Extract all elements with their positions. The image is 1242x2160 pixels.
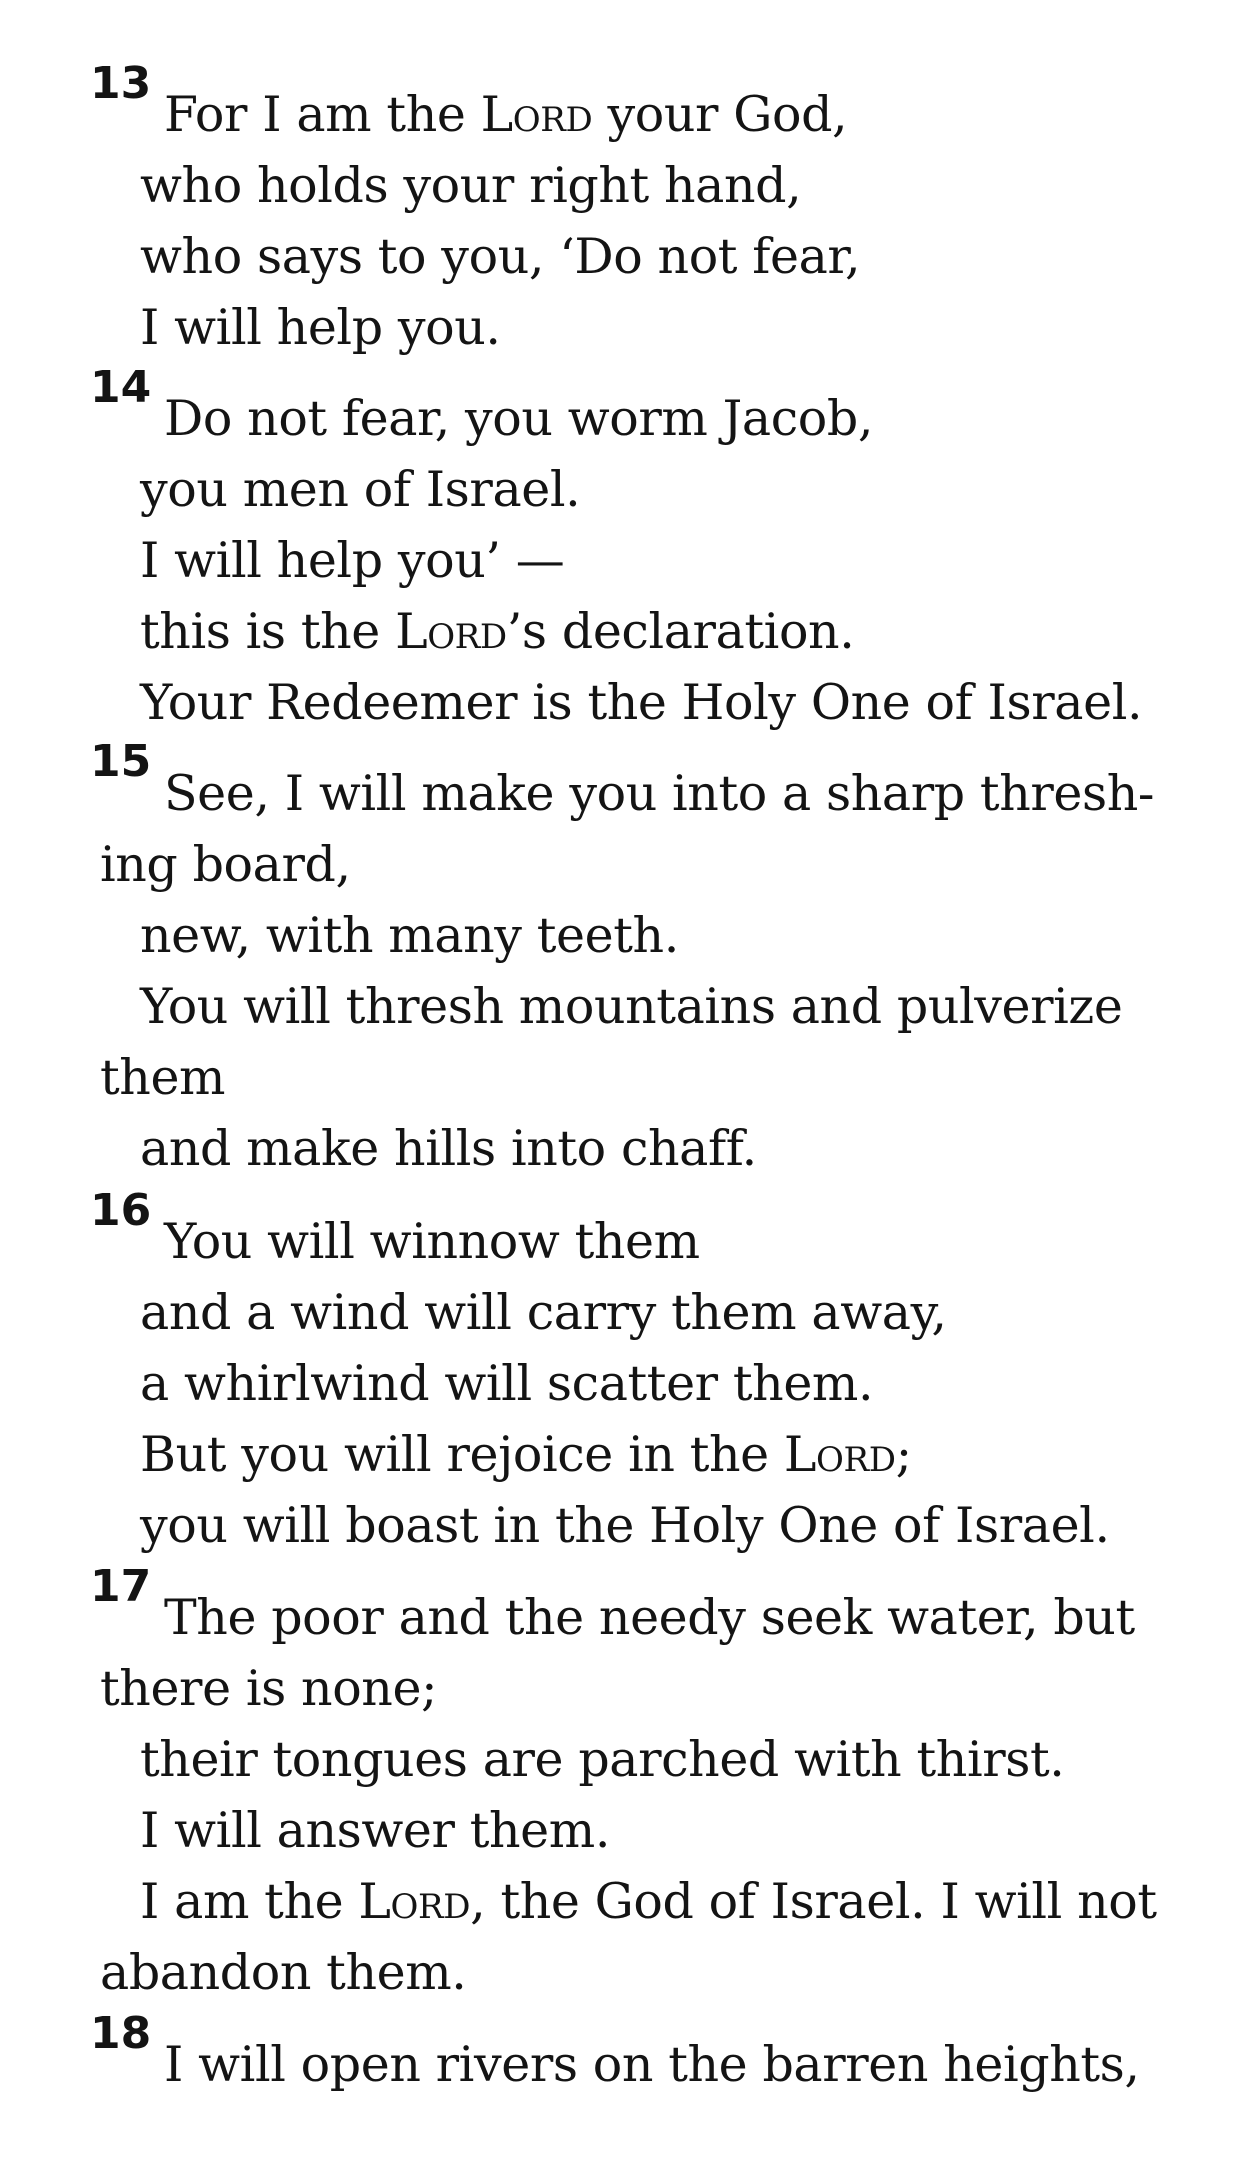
verse-number: 16 bbox=[90, 1185, 152, 1236]
verse-line: and make hills into chaff. bbox=[140, 1120, 757, 1177]
verse-line: ing board, bbox=[100, 836, 351, 893]
verse-line: who says to you, ‘Do not fear, bbox=[140, 228, 861, 285]
divine-name-smallcaps: Lord bbox=[480, 86, 593, 143]
verse-line: a whirlwind will scatter them. bbox=[140, 1355, 874, 1412]
verse-number: 14 bbox=[90, 362, 152, 413]
verse-line: For I am the Lord your God, bbox=[164, 86, 848, 143]
verse-line: You will thresh mountains and pulverize bbox=[140, 978, 1123, 1035]
verse-line: I will open rivers on the barren heights, bbox=[164, 2036, 1140, 2093]
verse-line: abandon them. bbox=[100, 1944, 467, 2001]
verse-number: 18 bbox=[90, 2008, 152, 2059]
verse-line: But you will rejoice in the Lord; bbox=[140, 1426, 912, 1483]
verse-line: Do not fear, you worm Jacob, bbox=[164, 390, 873, 447]
verse-line: you men of Israel. bbox=[140, 461, 581, 518]
divine-name-smallcaps: Lord bbox=[395, 603, 507, 660]
verse-number: 13 bbox=[90, 58, 152, 109]
verse-line: I will answer them. bbox=[140, 1802, 611, 1859]
verse-line: I am the Lord, the God of Israel. I will not bbox=[140, 1873, 1157, 1930]
verse-line: and a wind will carry them away, bbox=[140, 1284, 947, 1341]
verse-line: You will winnow them bbox=[164, 1213, 700, 1270]
verse-line: them bbox=[100, 1049, 226, 1106]
verse-line: I will help you’ — bbox=[140, 532, 565, 589]
verse-number: 17 bbox=[90, 1561, 152, 1612]
verse-line: The poor and the needy seek water, but bbox=[164, 1589, 1135, 1646]
verse-line: who holds your right hand, bbox=[140, 157, 802, 214]
verse-line: their tongues are parched with thirst. bbox=[140, 1731, 1065, 1788]
verse-number: 15 bbox=[90, 736, 152, 787]
verse-line: there is none; bbox=[100, 1660, 438, 1717]
divine-name-smallcaps: Lord bbox=[783, 1426, 896, 1483]
verse-line: you will boast in the Holy One of Israel. bbox=[140, 1497, 1110, 1554]
verse-line: Your Redeemer is the Holy One of Israel. bbox=[140, 674, 1143, 731]
verse-line: new, with many teeth. bbox=[140, 907, 679, 964]
divine-name-smallcaps: Lord bbox=[358, 1873, 471, 1930]
verse-line: See, I will make you into a sharp thresh- bbox=[164, 765, 1155, 822]
verse-line: I will help you. bbox=[140, 299, 501, 356]
verse-line: this is the Lord’s declaration. bbox=[140, 603, 855, 660]
